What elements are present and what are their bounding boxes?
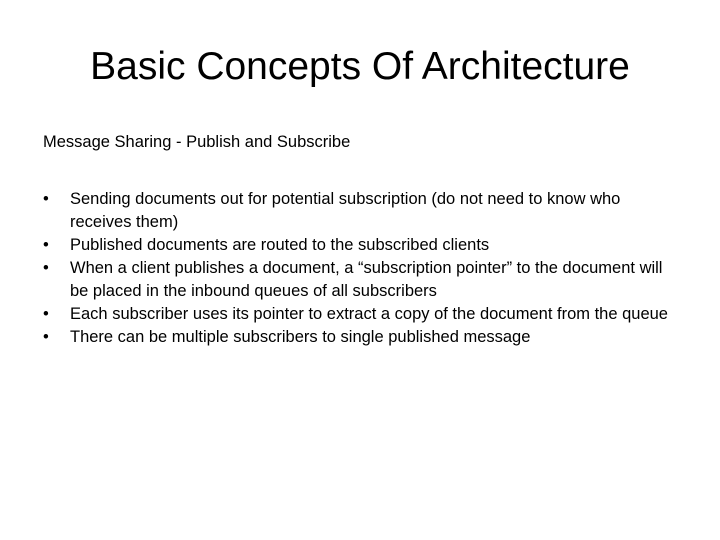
bullet-text: There can be multiple subscribers to single published message [70,328,531,346]
bullet-dot-icon: • [43,305,49,323]
bullet-item [43,188,673,234]
bullet-dot-icon: • [43,259,49,277]
bullet-text: When a client publishes a document, a “subscription pointer” to the document will be placed in the inbound queues of all subscribers [70,259,663,300]
slide-title: Basic Concepts Of Architecture [90,45,630,88]
bullet-text: Each subscriber uses its pointer to extract a copy of the document from the queue [70,305,668,323]
bullet-dot-icon: • [43,236,49,254]
bullet-item [43,326,673,349]
bullet-text: Sending documents out for potential subscription (do not need to know who receives them) [70,190,621,231]
bullet-item [43,257,673,303]
slide-subtitle: Message Sharing - Publish and Subscribe [43,133,351,151]
bullet-text: Published documents are routed to the subscribed clients [70,236,490,254]
bullet-item [43,234,673,257]
bullet-list [43,188,673,349]
bullet-item [43,303,673,326]
bullet-dot-icon: • [43,328,49,346]
bullet-dot-icon: • [43,190,49,208]
